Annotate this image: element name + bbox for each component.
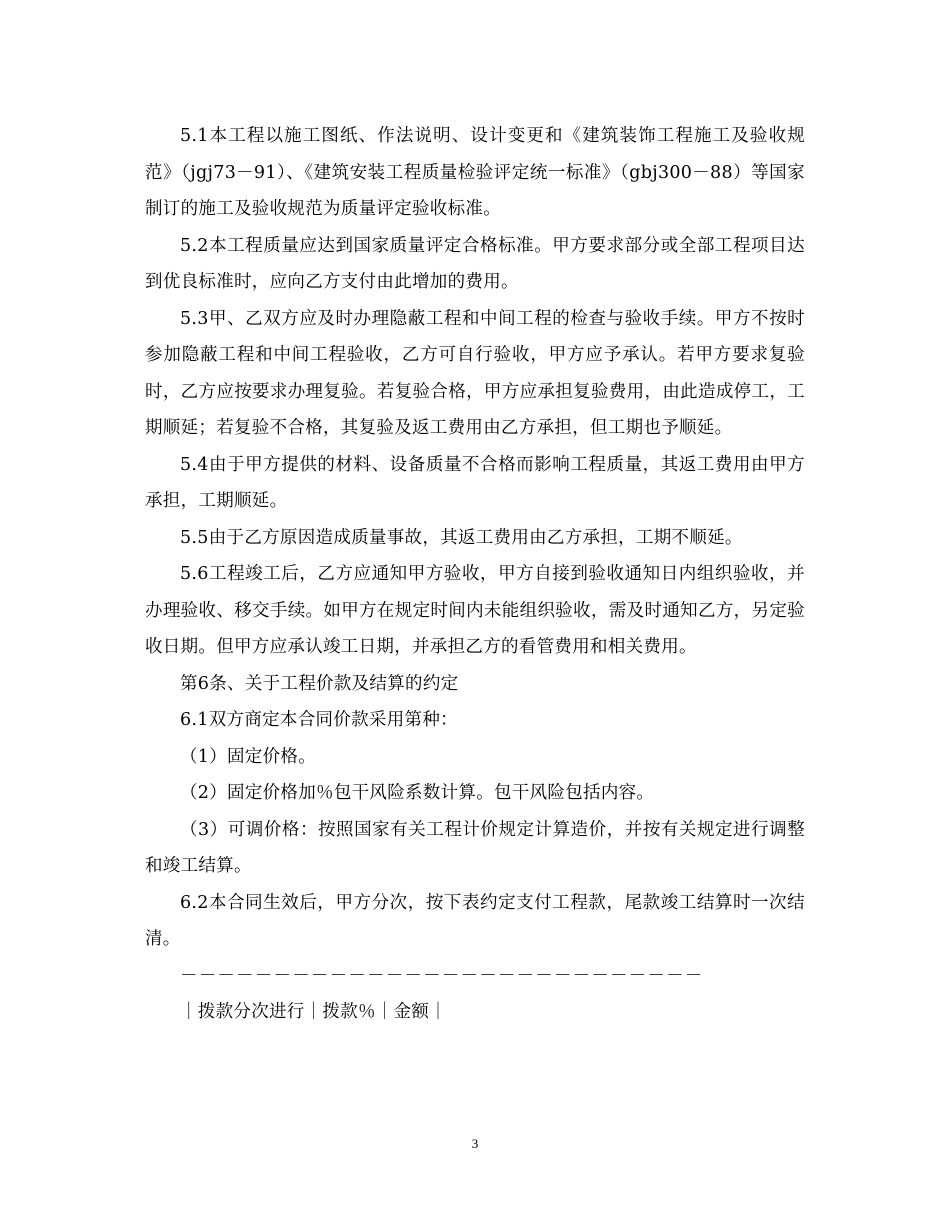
table-rule: －－－－－－－－－－－－－－－－－－－－－－－－－－－－ (180, 965, 704, 986)
document-body (145, 118, 805, 1031)
paragraph-5-1: 5.1本工程以施工图纸、作法说明、设计变更和《建筑装饰工程施工及验收规范》（jgj73－91）、《建筑安装工程质量检验评定统一标准》（gbj300－88）等国家制订的施工及验收规范为质量评定验收标准。 (145, 126, 805, 219)
section-heading-article-6: 第6条、关于工程价款及结算的约定 (180, 673, 459, 694)
page-number: 3 (471, 1136, 479, 1151)
paragraph-6-1: 6.1双方商定本合同价款采用第种： (180, 710, 458, 730)
table-header-row: ｜拨款分次进行｜拨款％｜金额｜ (180, 1002, 447, 1022)
paragraph-5-2: 5.2本工程质量应达到国家质量评定合格标准。甲方要求部分或全部工程项目达到优良标准时，应向乙方支付由此增加的费用。 (145, 235, 805, 292)
option-adjustable-price: （3）可调价格：按照国家有关工程计价规定计算造价，并按有关规定进行调整和竣工结算。 (145, 819, 805, 876)
option-fixed-price-risk: （2）固定价格加％包干风险系数计算。包干风险包括内容。 (180, 783, 655, 803)
paragraph-5-5: 5.5由于乙方原因造成质量事故，其返工费用由乙方承担，工期不顺延。 (180, 527, 743, 548)
option-fixed-price: （1）固定价格。 (180, 746, 317, 767)
paragraph-5-3: 5.3甲、乙双方应及时办理隐蔽工程和中间工程的检查与验收手续。甲方不按时参加隐蔽工程和中间工程验收，乙方可自行验收，甲方应予承认。若甲方要求复验时，乙方应按要求办理复验。若复验合格，甲方应承担复验费用，由此造成停工，工期顺延；若复验不合格，其复验及返工费用由乙方承担，但工期也予顺延。 (145, 308, 805, 438)
paragraph-6-2: 6.2本合同生效后，甲方分次，按下表约定支付工程款，尾款竣工结算时一次结清。 (145, 892, 805, 949)
paragraph-5-4: 5.4由于甲方提供的材料、设备质量不合格而影响工程质量，其返工费用由甲方承担，工期顺延。 (145, 454, 805, 511)
paragraph-5-6: 5.6工程竣工后，乙方应通知甲方验收，甲方自接到验收通知日内组织验收，并办理验收、移交手续。如甲方在规定时间内未能组织验收，需及时通知乙方，另定验收日期。但甲方应承认竣工日期，并承担乙方的看管费用和相关费用。 (145, 564, 805, 657)
